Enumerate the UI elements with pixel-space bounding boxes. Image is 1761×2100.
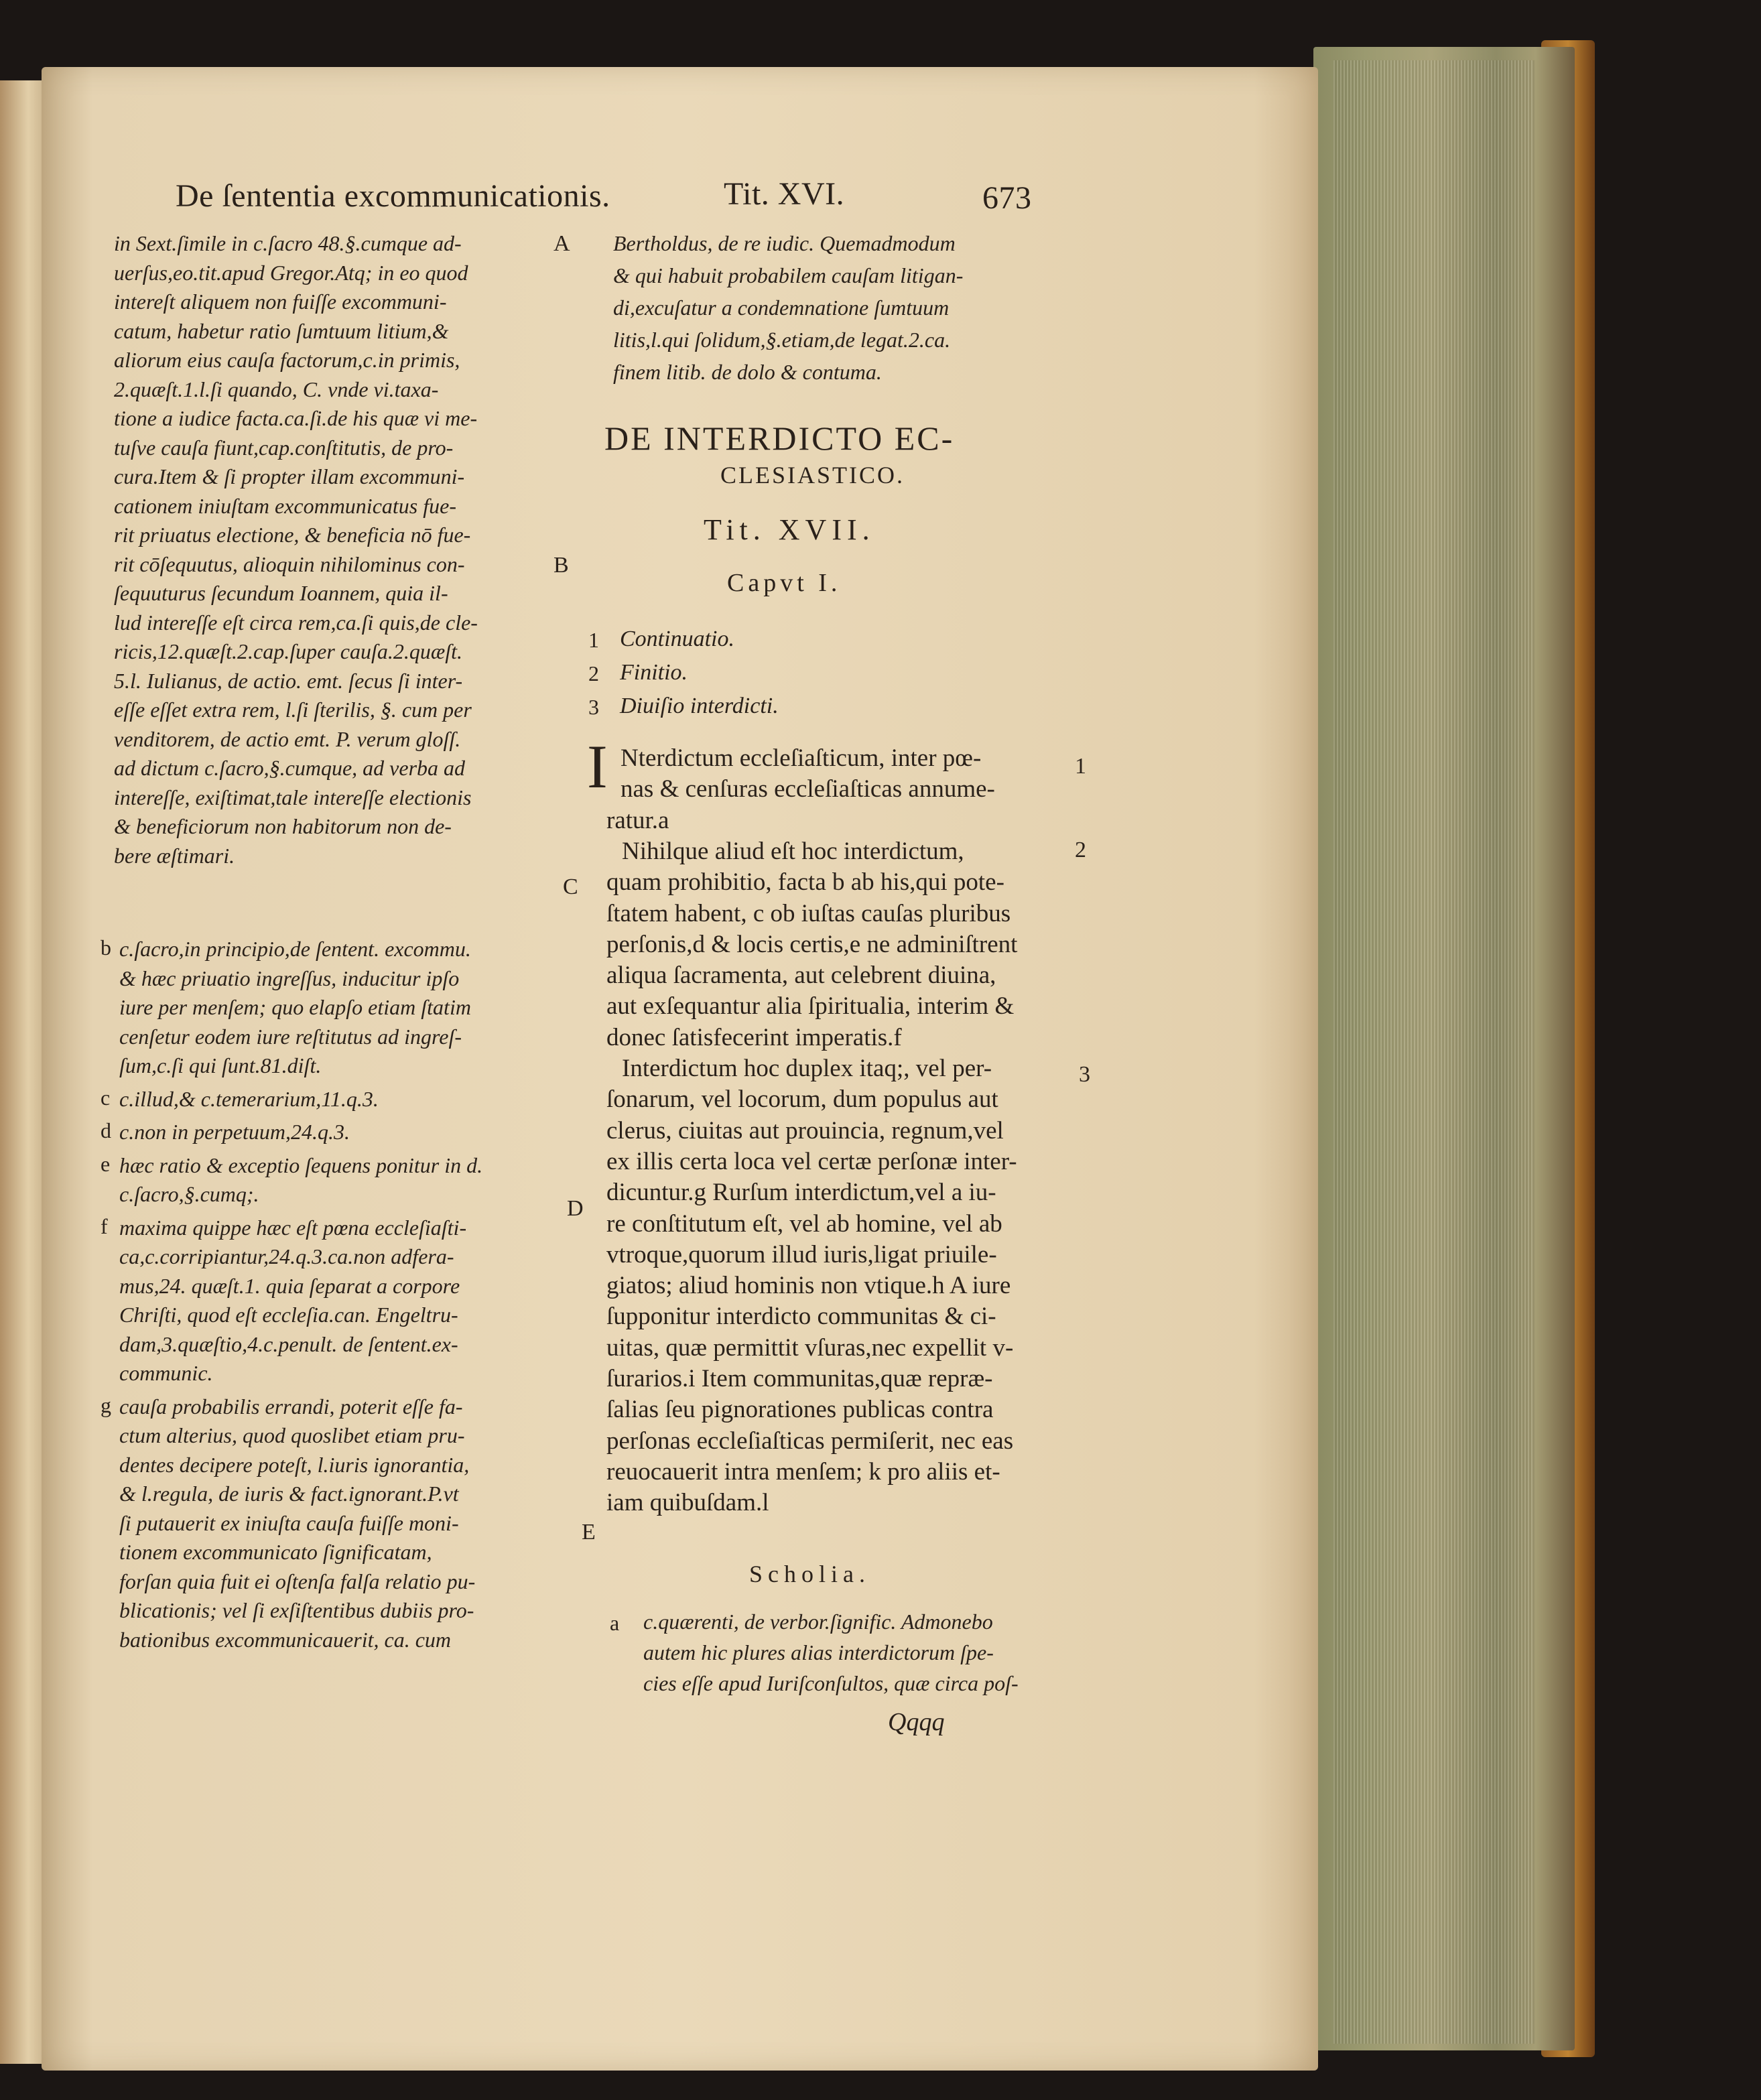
body-line: ratur.a <box>606 806 669 834</box>
gutter-letter-b: B <box>553 553 569 578</box>
note-line: cenſetur eodem iure reſtitutus ad ingreſ- <box>119 1024 462 1049</box>
left-column-line: ſequuturus ſecundum Ioannem, quia il- <box>114 581 448 605</box>
left-column-line: catum, habetur ratio ſumtuum litium,& <box>114 318 449 343</box>
note-line: & hæc priuatio ingreſſus, inducitur ipſo <box>119 966 460 990</box>
note-mark: d <box>101 1118 111 1142</box>
note-line: mus,24. quæſt.1. quia ſeparat a corpore <box>119 1273 460 1298</box>
note-line: bationibus excommunicauerit, ca. cum <box>119 1627 451 1652</box>
scholia-heading: Scholia. <box>749 1561 870 1587</box>
scholia-mark: a <box>610 1611 620 1635</box>
body-line: aut exſequantur alia ſpiritualia, interim & <box>606 992 1015 1021</box>
scholia-line: c.quærenti, de verbor.ſignific. Admonebo <box>643 1610 993 1634</box>
left-column-line: eſſe eſſet extra rem, l.ſi ſterilis, §. cum per <box>114 698 472 722</box>
body-line: uitas, quæ permittit vſuras,nec expellit v- <box>606 1333 1014 1362</box>
margin-number-3: 3 <box>1079 1062 1090 1087</box>
gutter-letter-a: A <box>553 231 570 256</box>
summary-item: Continuatio. <box>620 627 734 651</box>
note-line: ſum,c.ſi qui ſunt.81.diſt. <box>119 1053 322 1077</box>
left-column-line: tione a iudice facta.ca.ſi.de his quæ vi me- <box>114 406 478 430</box>
left-column-line: intereſt aliquem non fuiſſe excommuni- <box>114 289 447 314</box>
previous-page-edge <box>0 80 47 2064</box>
gutter-letter-d: D <box>567 1196 584 1221</box>
note-line: iure per menſem; quo elapſo etiam ſtatim <box>119 995 471 1019</box>
left-column-line: in Sext.ſimile in c.ſacro 48.§.cumque ad- <box>114 231 462 255</box>
continuation-line: finem litib. de dolo & contuma. <box>613 360 882 384</box>
note-mark: b <box>101 935 111 960</box>
section-title-line-2: CLESIASTICO. <box>720 462 905 488</box>
note-mark: g <box>101 1392 111 1417</box>
note-line: communic. <box>119 1361 213 1385</box>
left-column-line: tuſve cauſa fiunt,cap.conſtitutis, de pro- <box>114 435 454 460</box>
continuation-line: di,excuſatur a condemnatione ſumtuum <box>613 296 950 320</box>
note-mark: e <box>101 1151 111 1176</box>
note-line: ctum alterius, quod quoslibet etiam pru- <box>119 1423 465 1447</box>
continuation-line: Bertholdus, de re iudic. Quemadmodum <box>613 231 956 255</box>
note-line: dam,3.quæſtio,4.c.penult. de ſentent.ex- <box>119 1331 458 1356</box>
body-line: ex illis certa loca vel certæ perſonæ inter- <box>606 1147 1017 1175</box>
left-column-line: cationem iniuſtam excommunicatus fue- <box>114 493 456 518</box>
page-number: 673 <box>982 180 1032 216</box>
note-line: tionem excommunicato ſignificatam, <box>119 1540 432 1564</box>
left-column-line: & beneficiorum non habitorum non de- <box>114 814 452 838</box>
header-title-number: Tit. XVI. <box>724 176 845 212</box>
note-mark: c <box>101 1085 111 1110</box>
margin-number-2: 2 <box>1075 838 1086 862</box>
body-line: perſonis,d & locis certis,e ne adminiſtrent <box>606 930 1018 958</box>
body-line: perſonas eccleſiaſticas permiſerit, nec eas <box>606 1427 1014 1455</box>
note-line: cauſa probabilis errandi, poterit eſſe fa- <box>119 1394 463 1419</box>
left-column-line: rit cōſequutus, alioquin nihilominus con- <box>114 551 465 576</box>
left-column-line: ad dictum c.ſacro,§.cumque, ad verba ad <box>114 756 466 780</box>
chapter-heading: Capvt I. <box>727 569 842 597</box>
body-line: Nihilque aliud eſt hoc interdictum, <box>622 837 964 865</box>
left-column-line: 5.l. Iulianus, de actio. emt. ſecus ſi inter- <box>114 668 463 693</box>
body-line: nas & cenſuras eccleſiaſticas annume- <box>621 775 995 803</box>
left-column-line: uerſus,eo.tit.apud Gregor.Atq; in eo quod <box>114 260 468 285</box>
left-column-line: intereſſe, exiſtimat,tale intereſſe electionis <box>114 785 472 809</box>
left-column-line: aliorum eius cauſa factorum,c.in primis, <box>114 348 460 372</box>
continuation-line: litis,l.qui ſolidum,§.etiam,de legat.2.ca. <box>613 328 951 352</box>
signature-mark: Qqqq <box>888 1708 945 1736</box>
body-line: giatos; aliud hominis non vtique.h A iure <box>606 1272 1011 1300</box>
summary-number: 2 <box>588 661 599 685</box>
note-line: ſi putauerit ex iniuſta cauſa fuiſſe moni- <box>119 1510 459 1535</box>
summary-number: 3 <box>588 695 599 719</box>
note-line: ca,c.corripiantur,24.q.3.ca.non adfera- <box>119 1244 454 1268</box>
left-column-line: rit priuatus electione, & beneficia nō fue- <box>114 523 471 547</box>
body-line: ſurarios.i Item communitas,quæ repræ- <box>606 1365 993 1392</box>
drop-initial: I <box>587 732 608 801</box>
note-line: blicationis; vel ſi exſiſtentibus dubiis pro- <box>119 1598 474 1622</box>
section-title-line-1: DE INTERDICTO EC- <box>604 419 955 457</box>
note-line: Chriſti, quod eſt eccleſia.can. Engeltru- <box>119 1303 458 1327</box>
summary-item: Finitio. <box>620 660 688 685</box>
note-line: maxima quippe hæc eſt pœna eccleſiaſti- <box>119 1215 467 1240</box>
body-line: quam prohibitio, facta b ab his,qui pote- <box>606 868 1004 897</box>
note-line: forſan quia fuit ei oſtenſa falſa relatio pu- <box>119 1569 476 1593</box>
scholia-line: autem hic plures alias interdictorum ſpe- <box>643 1640 994 1664</box>
running-title: De ſententia excommunicationis. <box>176 178 610 214</box>
body-line: ſtatem habent, c ob iuſtas cauſas pluribus <box>606 899 1011 927</box>
body-line: dicuntur.g Rurſum interdictum,vel a iu- <box>606 1179 996 1207</box>
continuation-line: & qui habuit probabilem cauſam litigan- <box>613 263 964 287</box>
note-mark: f <box>101 1213 108 1238</box>
body-line: clerus, ciuitas aut prouincia, regnum,vel <box>606 1116 1004 1144</box>
summary-number: 1 <box>588 628 599 652</box>
note-line: dentes decipere poteſt, l.iuris ignorantia, <box>119 1452 470 1477</box>
gutter-letter-e: E <box>582 1520 596 1545</box>
note-line: c.ſacro,in principio,de ſentent. excommu. <box>119 937 471 961</box>
body-line: ſupponitur interdicto communitas & ci- <box>606 1303 996 1331</box>
left-column-line: 2.quæſt.1.l.ſi quando, C. vnde vi.taxa- <box>114 377 439 401</box>
left-column-line: lud intereſſe eſt circa rem,ca.ſi quis,de cle- <box>114 610 478 635</box>
note-line: c.illud,& c.temerarium,11.q.3. <box>119 1086 379 1111</box>
gutter-letter-c: C <box>563 874 578 899</box>
margin-number-1: 1 <box>1075 754 1086 779</box>
body-line: ſalias ſeu pignorationes publicas contra <box>606 1396 994 1424</box>
body-line: Nterdictum eccleſiaſticum, inter pœ- <box>621 744 982 772</box>
body-line: Interdictum hoc duplex itaq;, vel per- <box>622 1055 992 1082</box>
note-line: hæc ratio & exceptio ſequens ponitur in d. <box>119 1153 483 1177</box>
body-line: reuocauerit intra menſem; k pro aliis et- <box>606 1457 1000 1486</box>
body-line: aliqua ſacramenta, aut celebrent diuina, <box>606 962 996 990</box>
note-line: c.non in perpetuum,24.q.3. <box>119 1120 350 1144</box>
section-title-number: Tit. XVII. <box>704 513 875 546</box>
body-line: re conſtitutum eſt, vel ab homine, vel ab <box>606 1209 1002 1238</box>
page-edges-texture <box>1333 60 1535 2044</box>
left-column-line: cura.Item & ſi propter illam excommuni- <box>114 464 465 488</box>
left-column-line: venditorem, de actio emt. P. verum gloſſ. <box>114 726 461 751</box>
note-line: c.ſacro,§.cumq;. <box>119 1182 259 1206</box>
note-line: & l.regula, de iuris & fact.ignorant.P.vt <box>119 1482 459 1506</box>
summary-item: Diuiſio interdicti. <box>620 694 779 718</box>
body-line: vtroque,quorum illud iuris,ligat priuile- <box>606 1240 997 1268</box>
scholia-line: cies eſſe apud Iuriſconſultos, quæ circa poſ- <box>643 1671 1019 1695</box>
left-column-line: bere æſtimari. <box>114 843 235 868</box>
body-line: donec ſatisfecerint imperatis.f <box>606 1023 902 1051</box>
body-line: iam quibuſdam.l <box>606 1489 769 1517</box>
left-column-line: ricis,12.quæſt.2.cap.ſuper cauſa.2.quæſt. <box>114 639 462 663</box>
body-line: ſonarum, vel locorum, dum populus aut <box>606 1086 998 1114</box>
